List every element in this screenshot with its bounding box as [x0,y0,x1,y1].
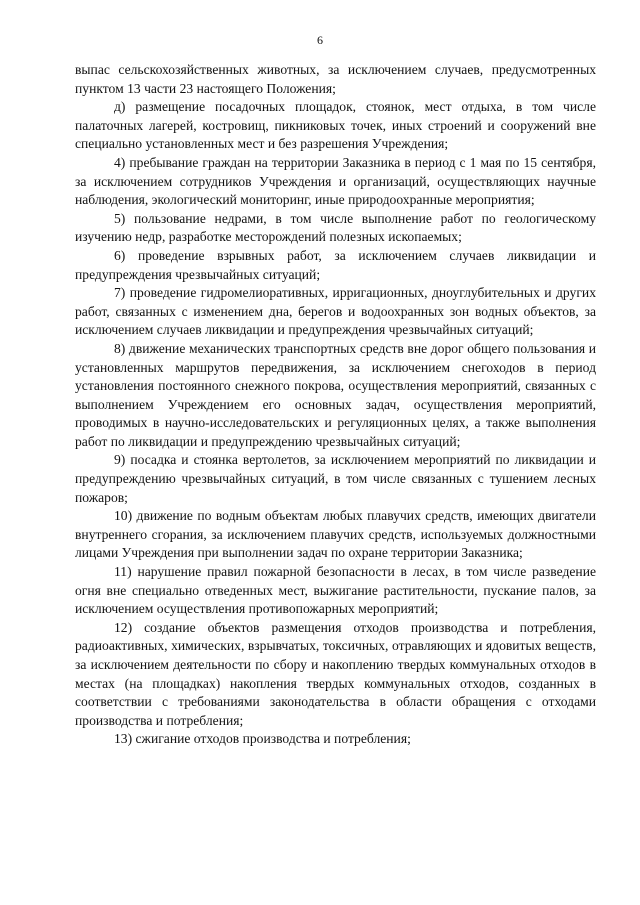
paragraph-item-5: 5) пользование недрами, в том числе выполнение работ по геологическому изучению недр, разработке месторождений полезных ископаемых; [75,210,596,245]
paragraph-item-9: 9) посадка и стоянка вертолетов, за исключением мероприятий по ликвидации и предупреждению чрезвычайных ситуаций, в том числе связанных с тушением лесных пожаров; [75,452,596,505]
paragraph-item-6: 6) проведение взрывных работ, за исключением случаев ликвидации и предупреждения чрезвычайных ситуаций; [75,247,596,282]
paragraph-item-7: 7) проведение гидромелиоративных, ирригационных, дноуглубительных и других работ, связанных с изменением дна, берегов и водоохранных зон водных объектов, за исключением случаев ликвидации и предупреждения чрезвычайных ситуаций; [75,285,596,338]
paragraph-item-12: 12) создание объектов размещения отходов производства и потребления, радиоактивных, химических, взрывчатых, токсичных, отравляющих и ядовитых веществ, за исключением деятельности по сбору и накоплению твердых коммунальных отходов в местах (на площадках) накопления твердых коммунальных отходов, созданных в соответствии с требованиями законодательства в области обращения с отходами производства и потребления; [75,619,596,728]
paragraph-item-10: 10) движение по водным объектам любых плавучих средств, имеющих двигатели внутреннего сгорания, за исключением плавучих средств, используемых должностными лицами Учреждения при выполнении задач по охране территории Заказника; [75,508,596,561]
paragraph-item-4: 4) пребывание граждан на территории Заказника в период с 1 мая по 15 сентября, за исключением сотрудников Учреждения и организаций, осуществляющих научные наблюдения, экологический мониторинг, иные природоохранные мероприятия; [75,154,596,208]
paragraph-item-11: 11) нарушение правил пожарной безопасности в лесах, в том числе разведение огня вне специально отведенных мест, выжигание растительности, пускание палов, за исключением осуществления противопожарных мероприятий; [75,564,596,617]
document-body [75,61,596,749]
paragraph-continuation: выпас сельскохозяйственных животных, за исключением случаев, предусмотренных пунктом 13 части 23 настоящего Положения; [75,62,596,96]
paragraph-item-8: 8) движение механических транспортных средств вне дорог общего пользования и установленных маршрутов передвижения, за исключением снегоходов в период установления постоянного снежного покрова, осуществления мероприятий, связанных с выполнением Учреждением его основных задач, осуществления мероприятий, проводимых в научно-исследовательских и регуляционных целях, а также выполнения работ по ликвидации и предупреждению чрезвычайных ситуаций; [75,340,596,449]
paragraph-item-13: 13) сжигание отходов производства и потребления; [114,731,411,747]
paragraph-item-d: д) размещение посадочных площадок, стоянок, мест отдыха, в том числе палаточных лагерей, костровищ, пикниковых точек, иных строений и сооружений вне специально установленных мест и без разрешения Учреждения; [75,99,596,152]
page-number: 6 [317,33,323,47]
